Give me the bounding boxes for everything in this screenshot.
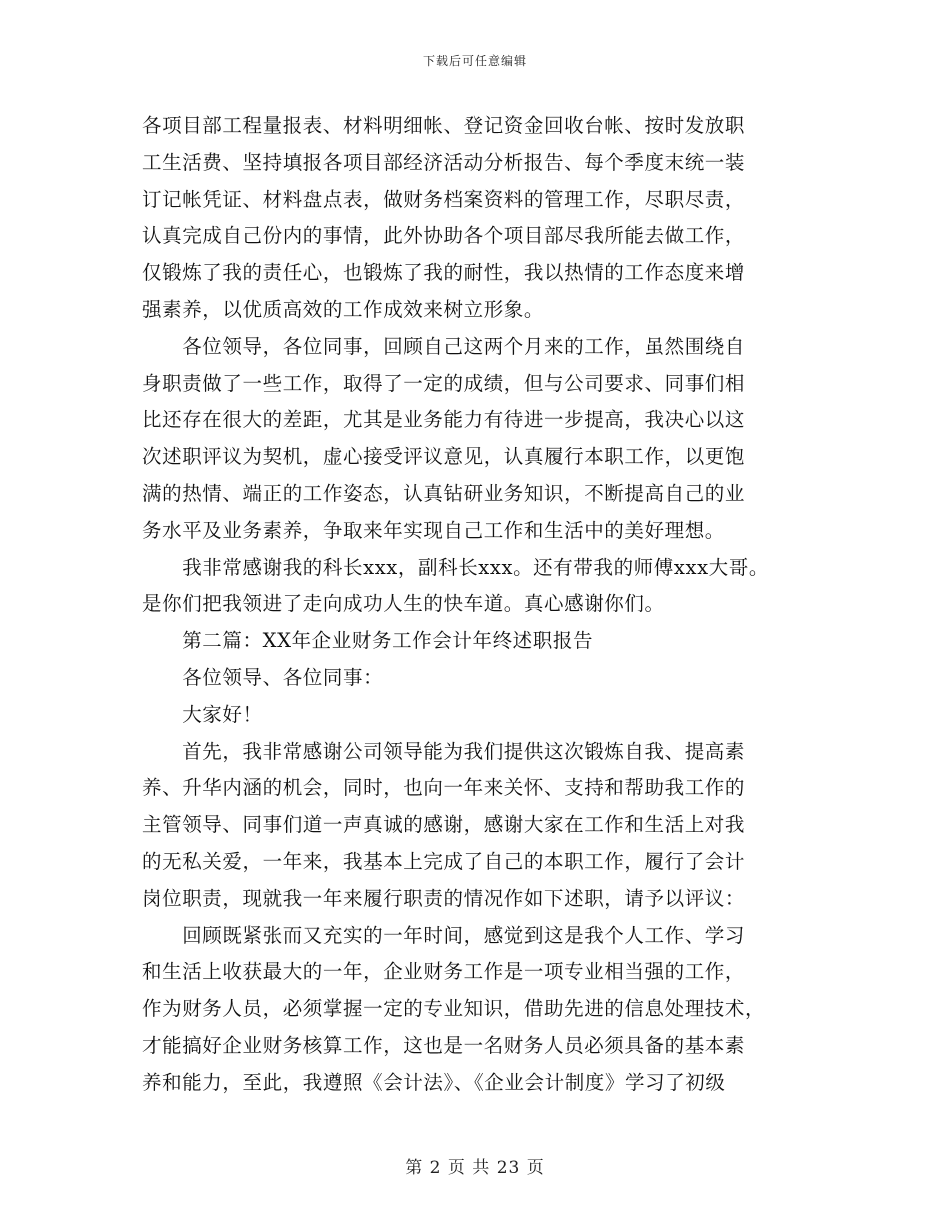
text-line: 回顾既紧张而又充实的一年时间，感觉到这是我个人工作、学习 [142, 923, 746, 947]
page-header: 下载后可任意编辑 [422, 54, 527, 68]
text-line: 认真完成自己份内的事情，此外协助各个项目部尽我所能去做工作， [142, 224, 746, 248]
page-footer: 第 2 页 共 23 页 [405, 1158, 545, 1178]
text-line: 作为财务人员，必须掌握一定的专业知识，借助先进的信息处理技术， [142, 997, 766, 1021]
text-line: 各位领导，各位同事，回顾自己这两个月来的工作，虽然围绕自 [142, 334, 746, 358]
text-line: 和生活上收获最大的一年，企业财务工作是一项专业相当强的工作， [142, 960, 746, 984]
text-line: 岗位职责，现就我一年来履行职责的情况作如下述职，请予以评议： [142, 886, 746, 910]
section-heading: 第二篇：XX年企业财务工作会计年终述职报告 [142, 629, 594, 653]
greeting: 大家好！ [142, 702, 263, 726]
text-line: 次述职评议为契机，虚心接受评议意见，认真履行本职工作，以更饱 [142, 445, 746, 469]
text-line: 满的热情、端正的工作姿态，认真钻研业务知识，不断提高自己的业 [142, 481, 746, 505]
text-line: 工生活费、坚持填报各项目部经济活动分析报告、每个季度末统一装 [142, 150, 746, 174]
text-line: 首先，我非常感谢公司领导能为我们提供这次锻炼自我、提高素 [142, 739, 746, 763]
text-line: 的无私关爱，一年来，我基本上完成了自己的本职工作，履行了会计 [142, 849, 746, 873]
text-line: 强素养，以优质高效的工作成效来树立形象。 [142, 297, 545, 321]
text-line: 务水平及业务素养，争取来年实现自己工作和生活中的美好理想。 [142, 518, 725, 542]
text-line: 主管领导、同事们道一声真诚的感谢，感谢大家在工作和生活上对我 [142, 813, 746, 837]
text-line: 我非常感谢我的科长xxx，副科长xxx。还有带我的师傅xxx大哥。 [142, 555, 769, 579]
text-line: 才能搞好企业财务核算工作，这也是一名财务人员必须具备的基本素 [142, 1033, 746, 1057]
text-line: 仅锻炼了我的责任心，也锻炼了我的耐性，我以热情的工作态度来增 [142, 261, 746, 285]
text-line: 是你们把我领进了走向成功人生的快车道。真心感谢你们。 [142, 592, 665, 616]
text-line: 订记帐凭证、材料盘点表，做财务档案资料的管理工作，尽职尽责， [142, 187, 746, 211]
salutation: 各位领导、各位同事： [142, 665, 384, 689]
text-line: 养、升华内涵的机会，同时，也向一年来关怀、支持和帮助我工作的 [142, 776, 746, 800]
text-line: 养和能力，至此，我遵照《会计法》、《企业会计制度》学习了初级 [142, 1070, 726, 1094]
text-line: 身职责做了一些工作，取得了一定的成绩，但与公司要求、同事们相 [142, 371, 746, 395]
text-line: 比还存在很大的差距，尤其是业务能力有待进一步提高，我决心以这 [142, 408, 746, 432]
text-line: 各项目部工程量报表、材料明细帐、登记资金回收台帐、按时发放职 [142, 114, 746, 137]
document-body [142, 108, 822, 1102]
